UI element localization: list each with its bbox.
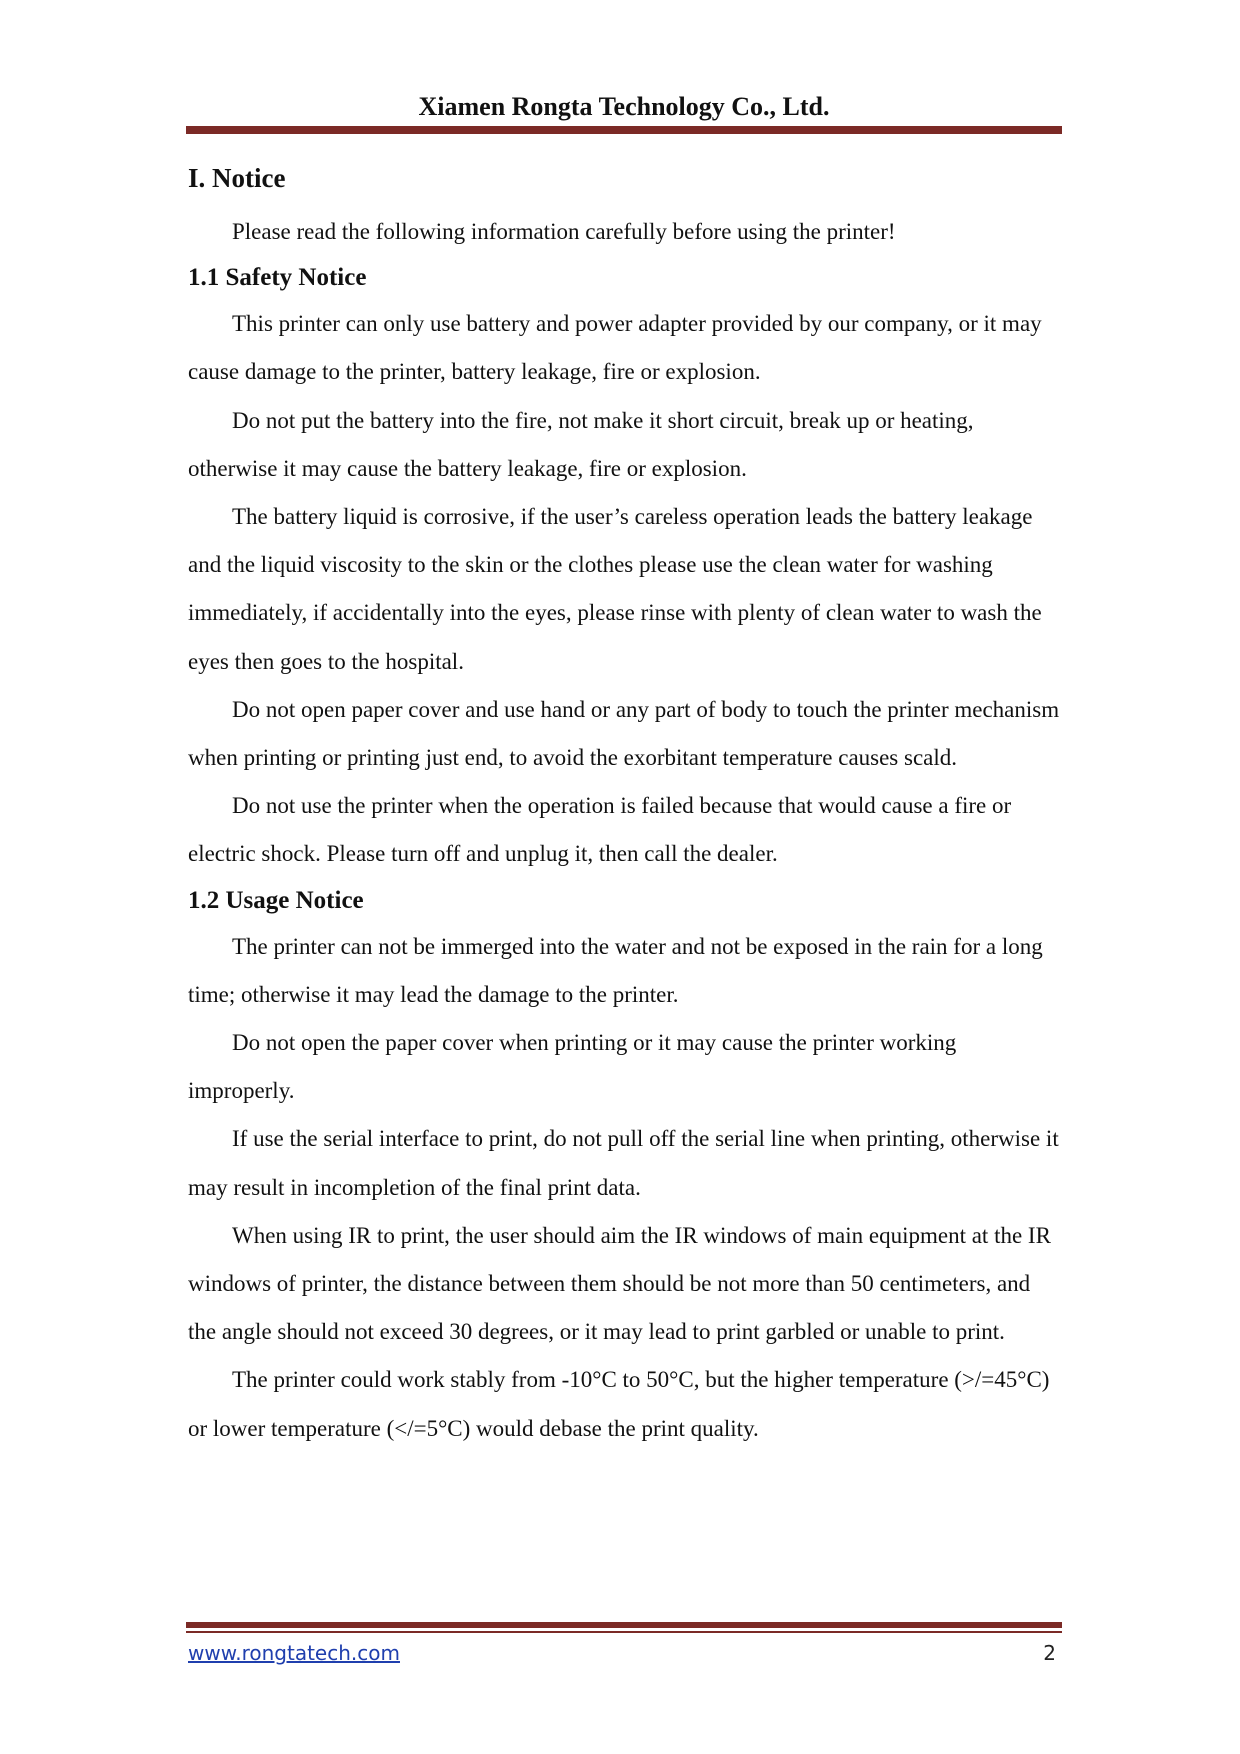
section-intro: Please read the following information carefully before using the printer!	[232, 219, 896, 244]
document-body	[188, 158, 1064, 1453]
usage-paragraph: Do not open the paper cover when printing or it may cause the printer working improperly.	[188, 1030, 957, 1104]
safety-notice-heading: 1.1 Safety Notice	[188, 264, 367, 292]
safety-paragraph: The battery liquid is corrosive, if the user’s careless operation leads the battery leakage and the liquid viscosity to the skin or the clothes please use the clean water for washing immediately, if accidentally into the eyes, please rinse with plenty of clean water to wash the eyes then goes to the hospital.	[188, 504, 1042, 674]
safety-paragraph: Do not use the printer when the operation is failed because that would cause a fire or electric shock. Please turn off and unplug it, then call the dealer.	[188, 793, 1012, 867]
safety-paragraph: Do not put the battery into the fire, not make it short circuit, break up or heating, otherwise it may cause the battery leakage, fire or explosion.	[188, 407, 974, 481]
usage-paragraph: If use the serial interface to print, do not pull off the serial line when printing, otherwise it may result in incompletion of the final print data.	[188, 1126, 1059, 1200]
safety-paragraph: Do not open paper cover and use hand or any part of body to touch the printer mechanism when printing or printing just end, to avoid the exorbitant temperature causes scald.	[188, 696, 1060, 771]
header-company-name: Xiamen Rongta Technology Co., Ltd.	[418, 92, 830, 121]
footer-divider	[186, 1622, 1062, 1628]
footer-divider-thin	[186, 1631, 1062, 1633]
usage-paragraph: The printer could work stably from -10°C to 50°C, but the higher temperature (>/=45°C) or lower temperature (</=5°C) would debase the print quality.	[188, 1367, 1050, 1441]
page-number: 2	[1043, 1641, 1056, 1665]
section-title: I. Notice	[188, 163, 286, 193]
usage-paragraph: The printer can not be immerged into the water and not be exposed in the rain for a long time; otherwise it may lead the damage to the printer.	[188, 933, 1043, 1007]
safety-paragraph: This printer can only use battery and power adapter provided by our company, or it may cause damage to the printer, battery leakage, fire or explosion.	[188, 311, 1042, 385]
usage-notice-heading: 1.2 Usage Notice	[188, 886, 364, 914]
footer-website-link[interactable]: www.rongtatech.com	[188, 1641, 400, 1665]
usage-paragraph: When using IR to print, the user should aim the IR windows of main equipment at the IR windows of printer, the distance between them should be not more than 50 centimeters, and the angle should not exceed 30 degrees, or it may lead to print garbled or unable to print.	[188, 1222, 1051, 1345]
header-divider	[186, 126, 1062, 134]
